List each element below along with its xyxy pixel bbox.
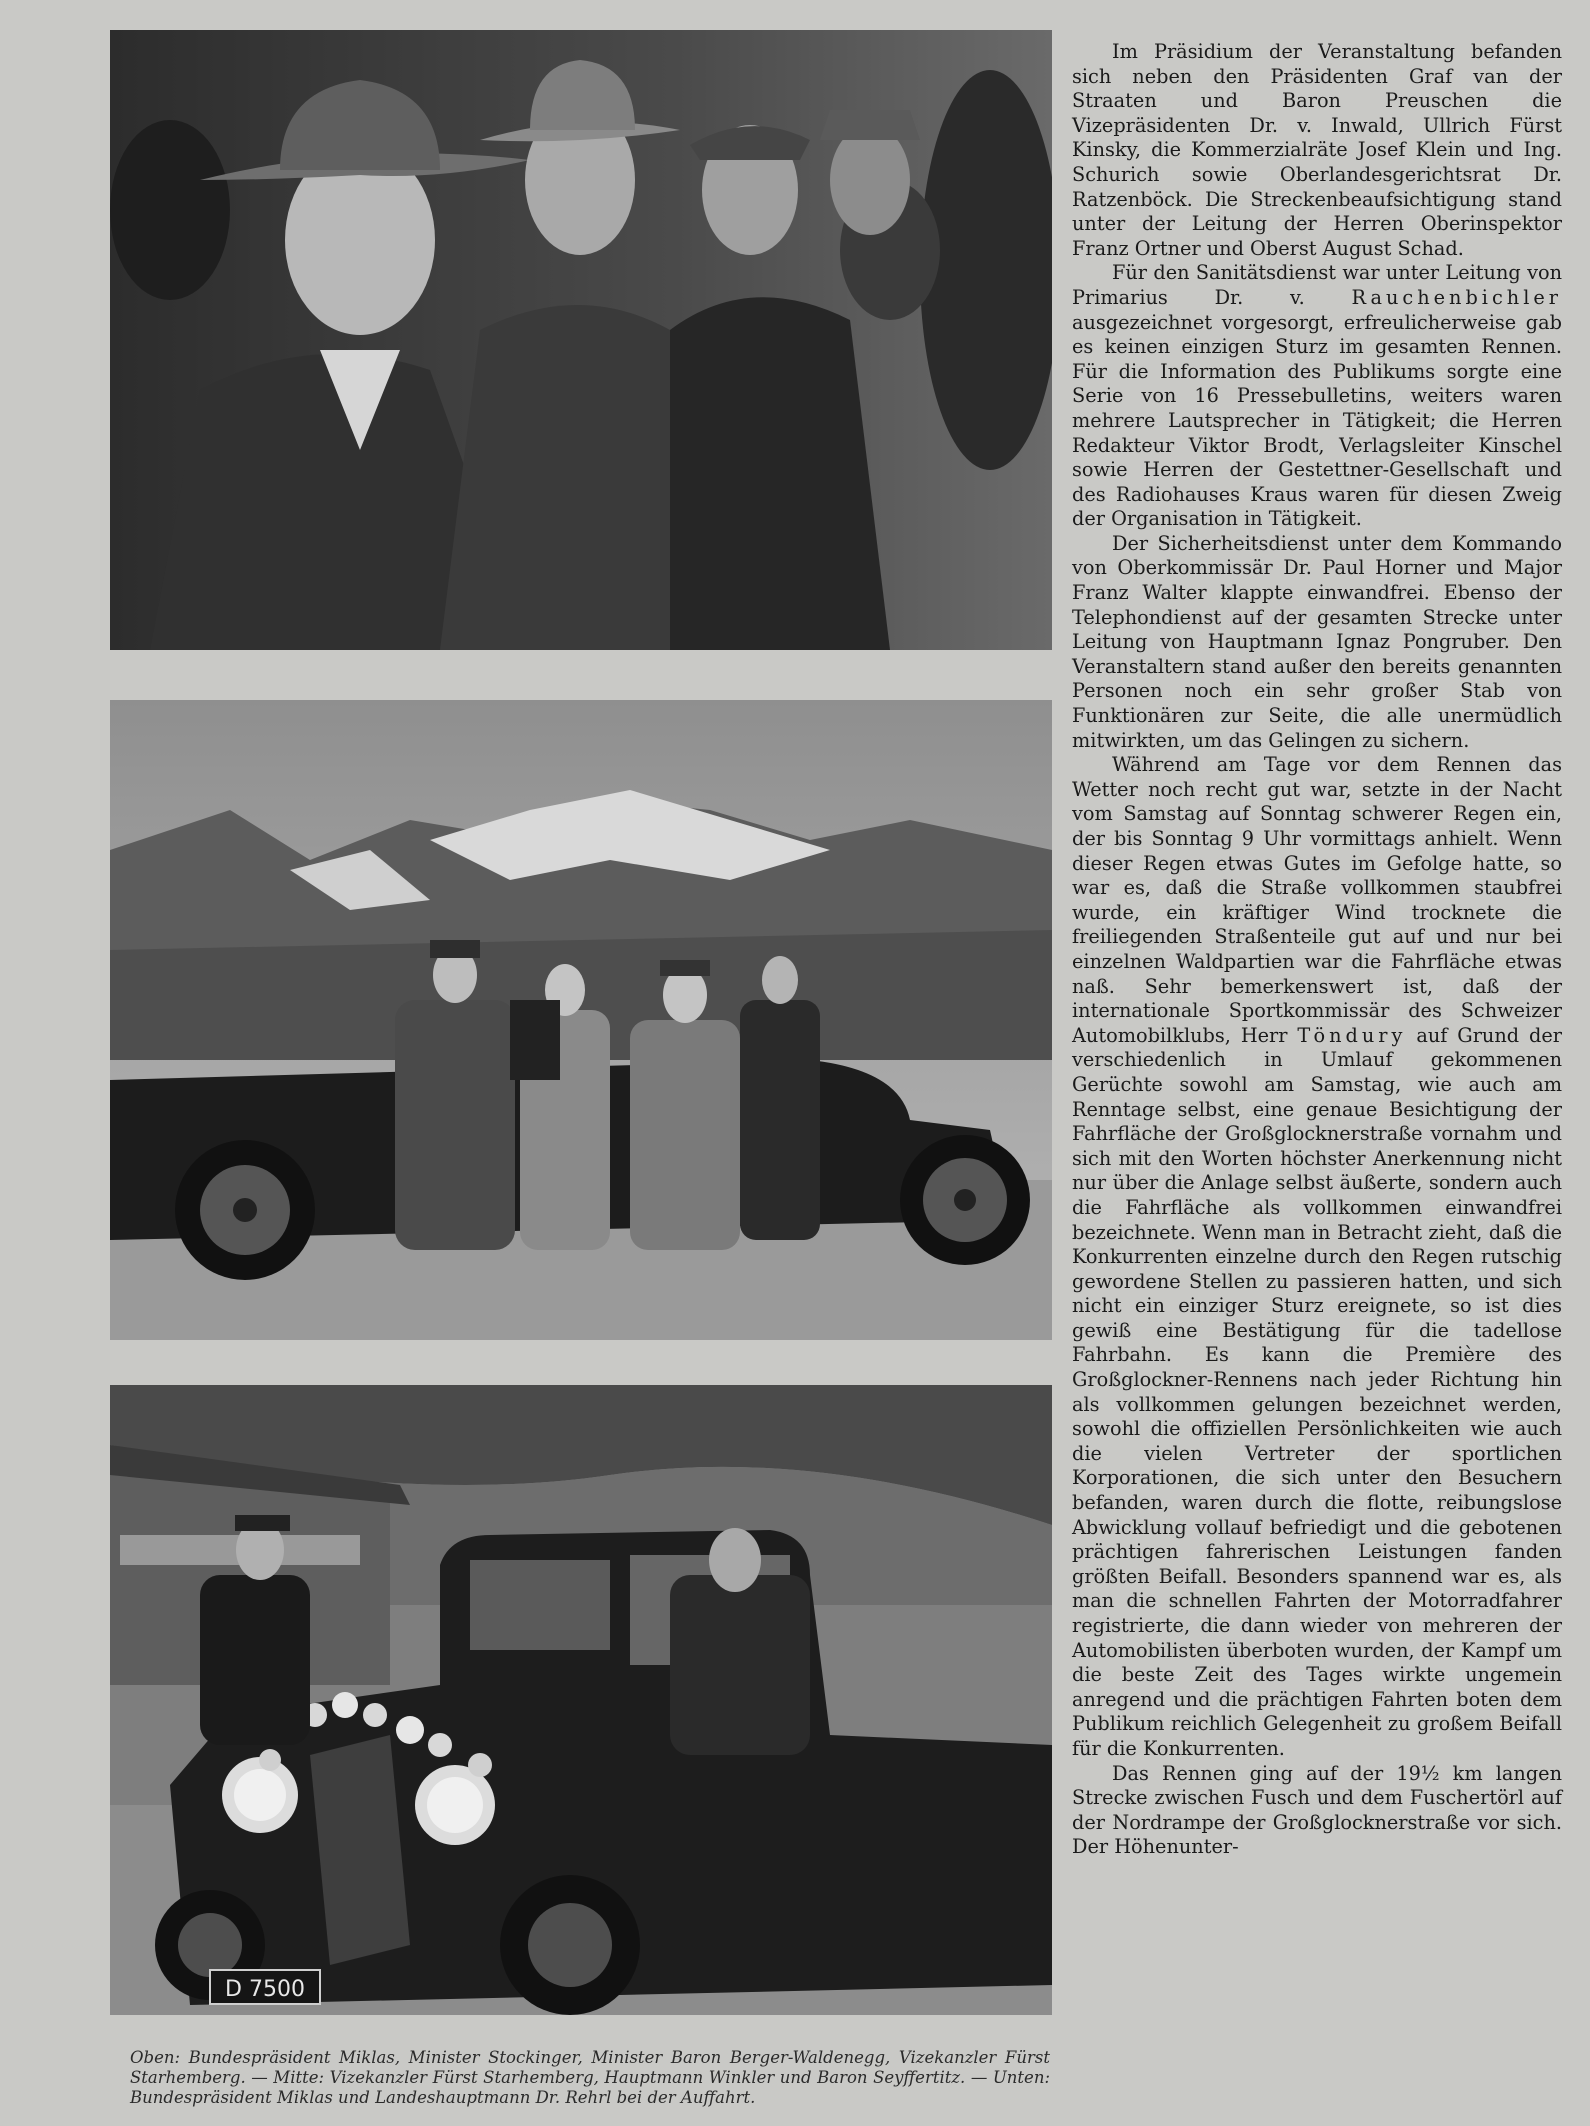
photo-group-by-open-car — [110, 700, 1052, 1340]
article-paragraph: Der Sicherheitsdienst unter dem Kommando von Oberkommissär Dr. Paul Horner und Major Franz Walter klappte einwandfrei. Ebenso der Telephondienst auf der gesamten Strecke unter Leitung von Hauptmann Ignaz Pongruber. Den Veranstaltern stand außer den bereits genannten Personen noch ein sehr großer Stab von Funktionären zur Seite, die alle unermüdlich mitwirkten, um das Gelingen zu sichern. — [1072, 531, 1562, 752]
paragraph-text: Für den Sanitätsdienst war unter Leitung von Primarius Dr. v. — [1072, 261, 1562, 309]
photo-car-with-flowers — [110, 1385, 1052, 2015]
spaced-name: Rauchenbichler — [1351, 285, 1562, 309]
spaced-name: Töndury — [1297, 1023, 1407, 1047]
paragraph-text: Während am Tage vor dem Rennen das Wetter noch recht gut war, setzte in der Nacht vom Samstag auf Sonntag schwerer Regen ein, der bis Sonntag 9 Uhr vormittags anhielt. Wenn dieser Regen etwas Gutes im Gefolge hatte, so war es, daß die Straße vollkommen staubfrei wurde, ein kräftiger Wind trocknete die freiliegenden Straßenteile gut auf und nur bei einzelnen Waldpartien war die Fahrfläche etwas naß. Sehr bemerkenswert ist, daß der internationale Sportkommissär des Schweizer Automobilklubs, Herr — [1072, 753, 1562, 1047]
article-column — [1072, 40, 1562, 1860]
paragraph-text: ausgezeichnet vorgesorgt, erfreulicherweise gab es keinen einzigen Sturz im gesamten Rennen. Für die Information des Publikums sorgte eine Serie von 16 Pressebulletins, weiters waren mehrere Lautsprecher in Tätigkeit; die Herren Redakteur Viktor Brodt, Verlagsleiter Kinschel sowie Herren der Gestettner-Gesellschaft und des Radiohauses Kraus waren für diesen Zweig der Organisation in Tätigkeit. — [1072, 310, 1562, 531]
photo-dignitaries-hats — [110, 30, 1052, 650]
article-paragraph: Das Rennen ging auf der 19½ km langen Strecke zwischen Fusch und dem Fuschertörl auf der Nordrampe der Großglocknerstraße vor sich. Der Höhenunter- — [1072, 1761, 1562, 1859]
photo-dignitaries-image — [110, 30, 1052, 650]
article-paragraph — [1072, 261, 1562, 532]
photo-caption: Oben: Bundespräsident Miklas, Minister Stockinger, Minister Baron Berger-Waldenegg, Vizekanzler Fürst Starhemberg. — Mitte: Vizekanzler Fürst Starhemberg, Hauptmann Winkler und Baron Seyffertitz. — Unten: Bundespräsident Miklas und Landeshauptmann Dr. Rehrl bei der Auffahrt. — [130, 2048, 1050, 2107]
photo-group-car-image — [110, 700, 1052, 1340]
photo-car-flowers-image — [110, 1385, 1052, 2015]
license-plate: D 7500 — [225, 1977, 305, 2002]
article-paragraph — [1072, 753, 1562, 1761]
article-paragraph: Im Präsidium der Veranstaltung befanden sich neben den Präsidenten Graf van der Straaten und Baron Preuschen die Vizepräsidenten Dr. v. Inwald, Ullrich Fürst Kinsky, die Kommerzialräte Josef Klein und Ing. Schurich sowie Oberlandesgerichtsrat Dr. Ratzenböck. Die Streckenbeaufsichtigung stand unter der Leitung der Herren Oberinspektor Franz Ortner und Oberst August Schad. — [1072, 40, 1562, 260]
paragraph-text: auf Grund der verschiedenlich in Umlauf gekommenen Gerüchte sowohl am Samstag, wie auch am Renntage selbst, eine genaue Besichtigung der Fahrfläche der Großglocknerstraße vornahm und sich mit den Worten höchster Anerkennung nicht nur über die Anlage selbst äußerte, sondern auch die Fahrfläche als vollkommen einwandfrei bezeichnete. Wenn man in Betracht zieht, daß die Konkurrenten einzelne durch den Regen rutschig gewordene Stellen zu passieren hatten, und sich nicht ein einziger Sturz ereignete, so ist dies gewiß eine Bestätigung für die tadellose Fahrbahn. Es kann die Première des Großglockner-Rennens nach jeder Richtung hin als vollkommen gelungen bezeichnet werden, sowohl die offiziellen Persönlichkeiten wie auch die vielen Vertreter der sportlichen Korporationen, die sich unter den Besuchern befanden, waren durch die flotte, reibungslose Abwicklung vollauf befriedigt und die gebotenen prächtigen fahrerischen Leistungen fanden größten Beifall. Besonders spannend war es, als man die schnellen Fahrten der Motorradfahrer registrierte, die dann wieder von mehreren der Automobilisten überboten wurden, der Kampf um die beste Zeit des Tages wirkte ungemein anregend und die prächtigen Fahrten boten dem Publikum reichlich Gelegenheit zu großem Beifall für die Konkurrenten. — [1072, 1023, 1562, 1760]
